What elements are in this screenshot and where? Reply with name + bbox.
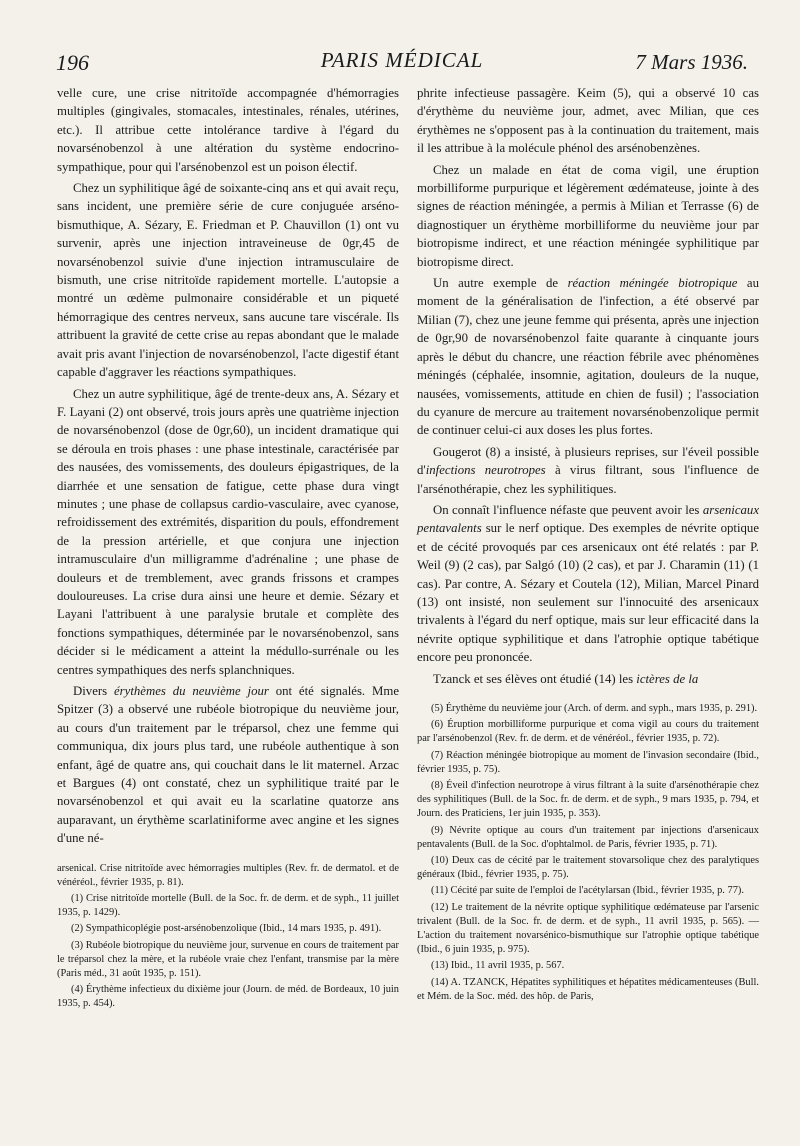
footnote: (1) Crise nitritoïde mortelle (Bull. de la Soc. fr. de derm. et de syph., 11 juillet 1935, p. 1429). [57, 893, 399, 919]
footnote: (14) A. TZANCK, Hépatites syphilitiques et hépatites médicamenteuses (Bull. et Mém. de la Soc. méd. des hôp. de Paris, [417, 976, 759, 1002]
paragraph: On connaît l'influence néfaste que peuvent avoir les arsenicaux pentavalents sur le nerf optique. Des exemples de névrite optique et de cécité provoqués par ces arsenicaux ont été relatés : par P. Weil (9) (2 cas), par Salgó (10) (2 cas), et par J. Charamin (11) (1 cas). Par contre, A. Sézary et Coutela (12), Milian, Marcel Pinard (13) ont insisté, non seulement sur l'innocuité des arsenicaux trivalents à l'égard du nerf optique, mais sur leur efficacité dans la névrite optique syphilitique et dans l'atrophie optique tabétique encore peu prononcée. [417, 502, 759, 665]
footnote: (10) Deux cas de cécité par le traitement stovarsolique chez des paralytiques généraux (Ibid., février 1935, p. 75). [417, 855, 759, 881]
journal-title: PARIS MÉDICAL [320, 48, 484, 72]
footnote: (13) Ibid., 11 avril 1935, p. 567. [431, 960, 565, 972]
paragraph: phrite infectieuse passagère. Keim (5), qui a observé 10 cas d'érythème du neuvième jour, admet, avec Milian, que ces érythèmes ne s'opposent pas à la continuation du traitement, mais il les attribue à la molécule phénol des arsénobenzènes. [417, 86, 759, 156]
footnote: (3) Rubéole biotropique du neuvième jour, survenue en cours de traitement par le tréparsol chez la mère, et la rubéole vraie chez l'enfant, transmise par la mère (Paris méd., 31 août 1935, p. 151). [57, 939, 399, 980]
page-header [56, 44, 748, 80]
footnote: (12) Le traitement de la névrite optique syphilitique œdémateuse par l'arsenic trivalent (Bull. de la Soc. fr. de derm. et de syph., 11 avril 1935, p. 565). — L'action du traitement novarsénico-bismuthique sur l'atrophie optique tabétique (Ibid., 6 juin 1935, p. 975). [417, 901, 759, 956]
page-number: 196 [56, 50, 89, 75]
paragraph: Chez un syphilitique âgé de soixante-cinq ans et qui avait reçu, sans incident, une première série de cure conjuguée arséno-bismuthique, A. Sézary, E. Friedman et P. Chauvillon (1) ont vu survenir, après une injection intraveineuse de 0gr,45 de novarsénobenzol suivie d'une injection intramusculaire de bismuth, une crise nitritoïde rapidement mortelle. L'autopsie a montré un œdème pulmonaire considérable et un piqueté hémorragique des centres nerveux, sans aucune tare viscérale. Ils attribuent la gravité de cette crise au repas abondant que le malade avait pris avant l'injection de novarsénobenzol, l'acte digestif étant capable d'aggraver les réactions sympathiques. [57, 181, 399, 380]
left-column [57, 84, 399, 1014]
paragraph: Un autre exemple de réaction méningée biotropique au moment de la généralisation de l'infection, a été observé par Milian (7), chez une jeune femme qui présenta, après une injection de 0gr,90 de novarsénobenzol faite quarante à cinquante jours après le début du chancre, une réaction fébrile avec phénomènes méningés (céphalée, insomnie, agitation, douleurs de la nuque, nausées, vomissements, attitude en chien de fusil) ; l'association du cyanure de mercure au traitement novarsénobenzolique permit de continuer celui-ci aux doses les plus fortes. [417, 276, 760, 438]
issue-date: 7 Mars 1936. [635, 50, 748, 74]
footnote: (6) Éruption morbilliforme purpurique et coma vigil au cours du traitement par l'arsénobenzol (Rev. fr. de derm. et de vénéréol., février 1935, p. 72). [417, 719, 759, 745]
paragraph: velle cure, une crise nitritoïde accompagnée d'hémorragies multiples (gingivales, stomacales, intestinales, rénales, utérines, etc.). Il attribue cette intolérance tardive à l'égard du novarsénobenzol à une altération du système endocrino-sympathique, pour qui l'arsénobenzol est un poison électif. [57, 86, 399, 174]
paragraph: Chez un malade en état de coma vigil, une éruption morbilliforme purpurique et légèrement œdémateuse, jointe à des signes de réaction méningée, a permis à Milian et Terrasse (6) de diagnostiquer un érythème morbilliforme du neuvième jour par biotropisme indirect, et une réaction méningée syphilitique par biotropisme direct. [417, 162, 759, 269]
footnote: (7) Réaction méningée biotropique au moment de l'invasion secondaire (Ibid., février 1935, p. 75). [417, 749, 759, 775]
footnote: (8) Éveil d'infection neurotrope à virus filtrant à la suite d'arsénothérapie chez des syphilitiques (Bull. de la Soc. fr. de derm. et de syph., 9 mars 1935, p. 794, et Journ. des Praticiens, 1er juin 1935, p. 353). [417, 780, 759, 820]
footnote: (5) Érythème du neuvième jour (Arch. of derm. and syph., mars 1935, p. 291). [431, 703, 758, 714]
footnote: (11) Cécité par suite de l'emploi de l'acétylarsan (Ibid., février 1935, p. 77). [431, 885, 744, 897]
paragraph: Tzanck et ses élèves ont étudié (14) les ictères de la [433, 671, 699, 686]
footnote: (9) Névrite optique au cours d'un traitement par injections d'arsenicaux pentavalents (Bull. de la Soc. d'ophtalmol. de Paris, février 1935, p. 71). [417, 824, 759, 850]
footnote: (2) Sympathicoplégie post-arsénobenzolique (Ibid., 14 mars 1935, p. 491). [71, 923, 382, 935]
footnote: arsenical. Crise nitritoïde avec hémorragies multiples (Rev. fr. de dermatol. et de vénéréol., février 1935, p. 81). [57, 862, 399, 888]
footnotes [417, 702, 759, 1004]
footnotes [57, 862, 399, 1012]
footnote: (4) Érythème infectieux du dixième jour (Journ. de méd. de Bordeaux, 10 juin 1935, p. 454). [57, 984, 399, 1010]
paragraph: Chez un autre syphilitique, âgé de trente-deux ans, A. Sézary et F. Layani (2) ont observé, trois jours après une quatrième injection de novarsénobenzol (dose de 0gr,60), un incident dramatique qui se déroula en trois phases : une phase intestinale, caractérisée par des nausées, des vomissements, des douleurs épigastriques, de la diarrhée et une sensation de fatigue, cette phase dura vingt minutes ; une phase de collapsus cardio-vasculaire, avec cyanose, refroidissement des extrémités, disparition du pouls, effondrement de la pression artérielle, et que conjura une injection intramusculaire d'un milligramme d'adrénaline ; une phase de douleurs et de tremblement, avec grands frissons et crampes douloureuses. La crise dura ainsi une heure et demie. Sézary et Layani l'attribuent à une paralysie brutale et complète des fonctions sympathiques, déterminée par le novarsénobenzol, sans décider si le médicament a atteint la médullo-surrénale ou les centres sympathiques des nerfs splanchniques. [57, 386, 399, 677]
paragraph: Divers érythèmes du neuvième jour ont été signalés. Mme Spitzer (3) a observé une rubéole biotropique du neuvième jour, au cours d'un traitement par le tréparsol, chez une femme qui communiqua, dix jours plus tard, une rubéole authentique à son enfant, âgé de quatre ans, qui couchait dans le lit maternel. Arzac et Bargues (4) ont constaté, chez un syphilitique traité par le novarsénobenzol et qui avait eu la scarlatine quatorze ans auparavant, un érythème scarlatiniforme avec angine et les signes d'une né- [57, 684, 399, 846]
paragraph: Gougerot (8) a insisté, à plusieurs reprises, sur l'éveil possible d'infections neurotropes à virus filtrant, sous l'influence de l'arsénothérapie, chez les syphilitiques. [417, 444, 760, 496]
right-column [417, 84, 759, 1006]
